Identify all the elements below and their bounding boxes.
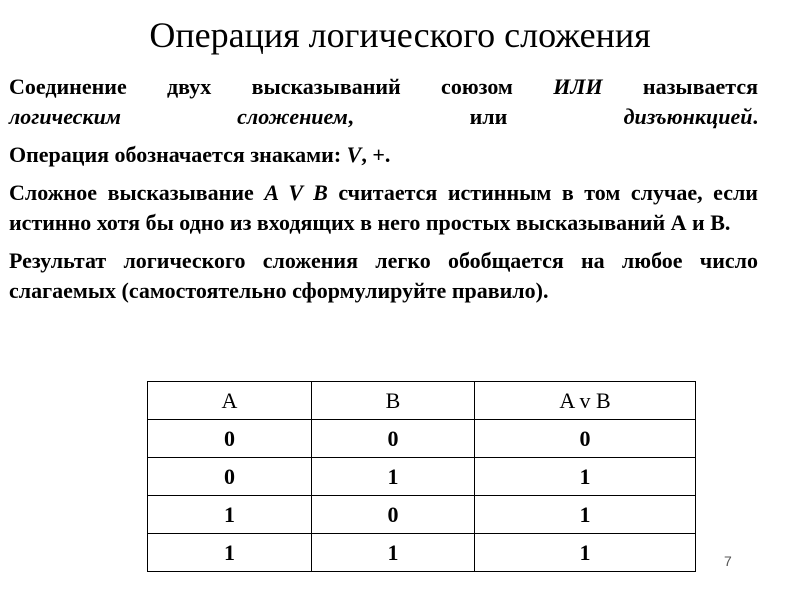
- table-cell: 1: [475, 534, 696, 572]
- text-fragment: , +.: [361, 142, 391, 167]
- text-fragment: Операция обозначается знаками:: [9, 142, 347, 167]
- text-fragment: называется: [602, 74, 758, 99]
- table-cell: 0: [475, 420, 696, 458]
- truth-table: [147, 381, 696, 572]
- paragraph-definition: [9, 72, 758, 132]
- header-cell-a-or-b: A v B: [475, 382, 696, 420]
- table-cell: 0: [148, 420, 312, 458]
- table-cell: 0: [148, 458, 312, 496]
- table-row: [148, 534, 696, 572]
- slide-body: [9, 72, 758, 314]
- text-fragment-italic: A V B: [264, 180, 328, 205]
- table-cell: 0: [312, 496, 475, 534]
- slide-title: Операция логического сложения: [149, 15, 651, 55]
- text-fragment: .: [752, 104, 758, 129]
- table-cell: 1: [148, 534, 312, 572]
- text-fragment: считается истинным в том случае, если истинно хотя бы одно из входящих в него простых высказываний А и В.: [9, 180, 758, 235]
- text-fragment: Соединение двух высказываний союзом: [9, 74, 554, 99]
- table-cell: 1: [475, 458, 696, 496]
- header-cell-a: A: [148, 382, 312, 420]
- header-cell-b: B: [312, 382, 475, 420]
- paragraph-notation: [9, 140, 758, 170]
- paragraph-generalization: Результат логического сложения легко обобщается на любое число слагаемых (самостоятельно сформулируйте правило).: [9, 248, 758, 303]
- table-row: [148, 496, 696, 534]
- table-row: [148, 420, 696, 458]
- text-fragment-italic: V: [346, 142, 362, 167]
- text-fragment-italic: логическим сложением: [9, 104, 348, 129]
- table-cell: 1: [312, 534, 475, 572]
- table-cell: 0: [312, 420, 475, 458]
- text-fragment: , или: [347, 104, 624, 129]
- table-cell: 1: [312, 458, 475, 496]
- text-fragment-italic: дизъюнкцией: [623, 104, 753, 129]
- table-cell: 1: [148, 496, 312, 534]
- text-fragment: Сложное высказывание: [9, 180, 265, 205]
- text-fragment-italic: ИЛИ: [553, 74, 603, 99]
- paragraph-truth-condition: [9, 178, 758, 238]
- table-cell: 1: [475, 496, 696, 534]
- slide-number: 7: [724, 553, 732, 569]
- table-row: [148, 458, 696, 496]
- table-header-row: [148, 382, 696, 420]
